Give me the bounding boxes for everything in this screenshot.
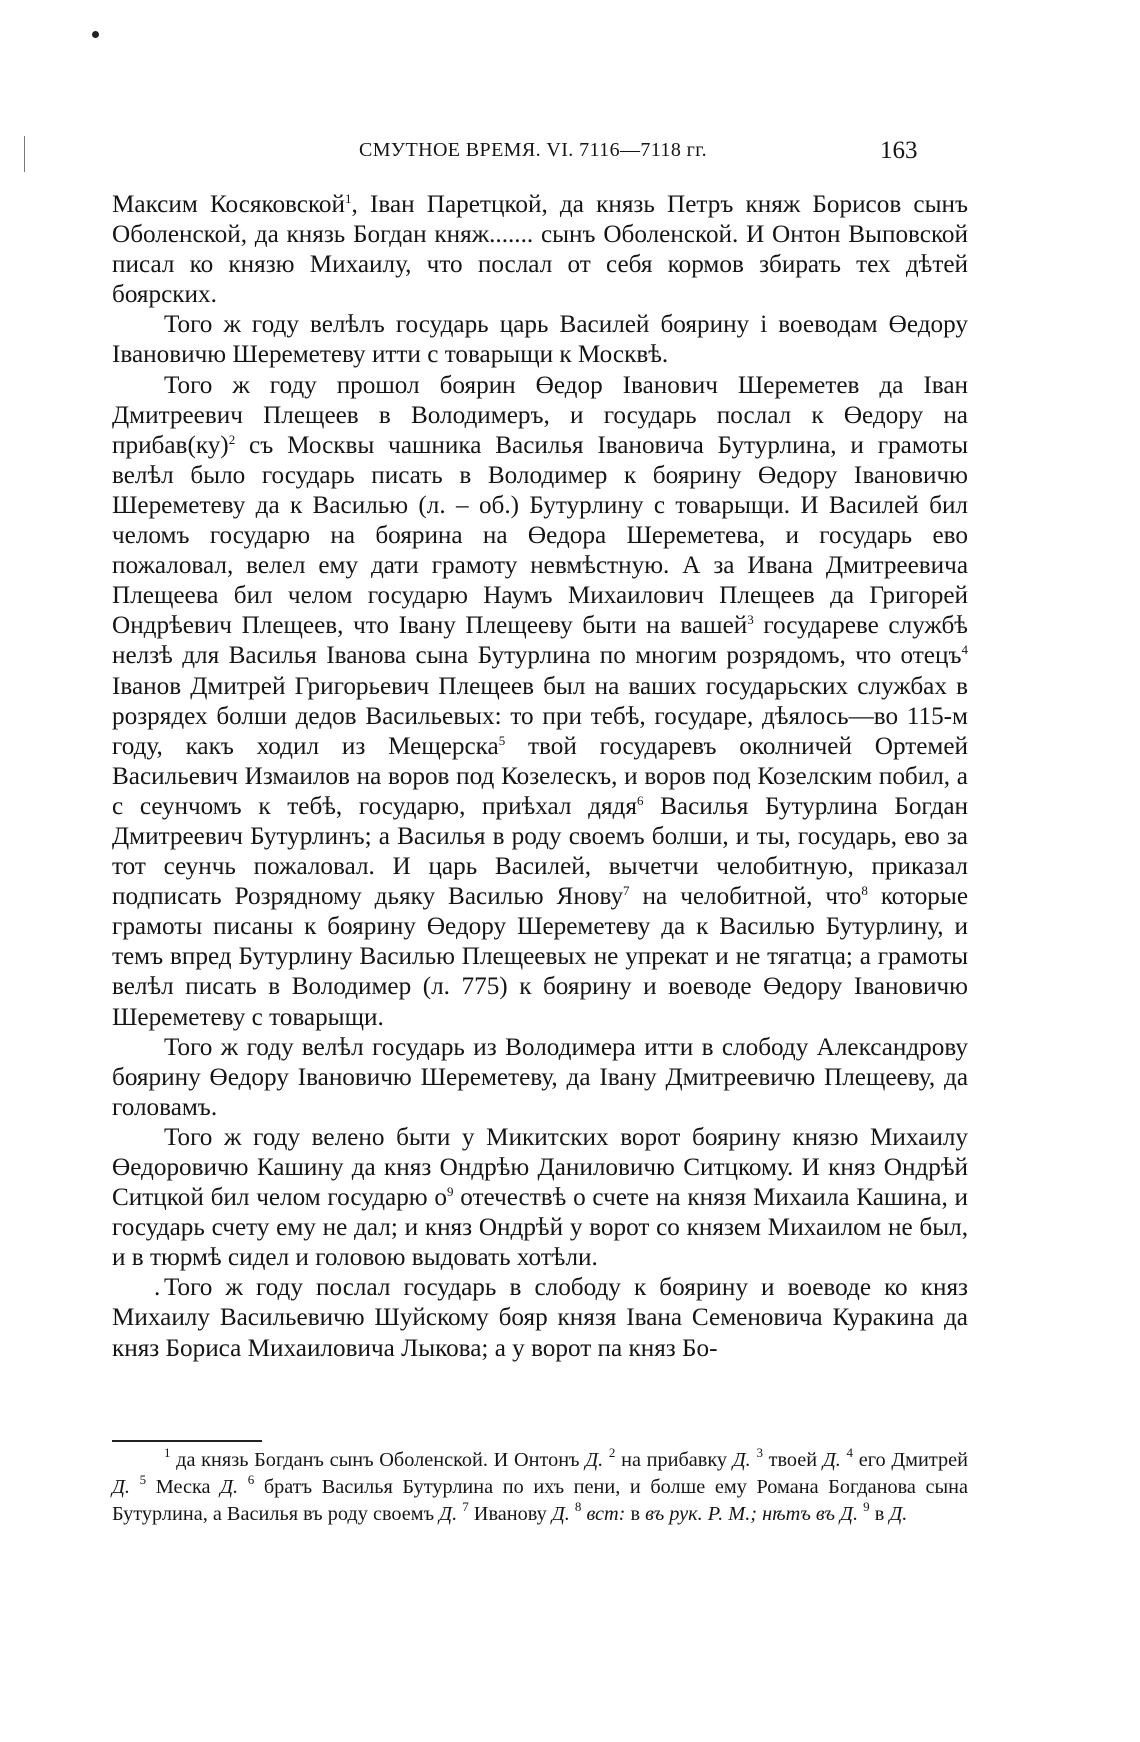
italic-run: въ рук. Р. М.; нѣтъ въ Д. <box>645 1503 859 1525</box>
footnote-marker: 8 <box>574 1499 582 1514</box>
running-title: СМУТНОЕ ВРЕМЯ. VI. 7116—7118 гг. <box>359 139 707 161</box>
italic-run: Д. <box>889 1503 908 1525</box>
text-run <box>130 1476 140 1498</box>
text-run: на прибавку <box>615 1449 733 1471</box>
text-run: Того ж году велѣл государь из Володимера итти в слободу Александрову боярину Өедору Івановичю Шереметеву, да Івану Дмитреевичю Плещееву, да головамъ. <box>112 1033 968 1121</box>
italic-run: Д. <box>220 1476 239 1498</box>
page-number: 163 <box>880 137 918 164</box>
running-header <box>110 136 970 172</box>
footnote-marker: 2 <box>228 431 236 447</box>
footnote-marker: 9 <box>446 1184 454 1200</box>
text-run: Іванов Дмитрей Григорьевич Плещеев был на ваших государьских службах в розрядех болши дедов Васильевых: то при тебѣ, государе, дѣялось—во 115-м году, какъ ходил из Мещерска <box>112 672 968 760</box>
footnote-marker: 7 <box>462 1499 469 1514</box>
footnote-marker: 4 <box>961 642 968 658</box>
text-run: Того ж году прошол боярин Өедор Іванович Шереметев да Іван Дмитреевич Плещеев в Володимеръ, и государь послал к Өедору на прибав(ку) <box>112 371 968 459</box>
paragraph <box>112 1123 968 1273</box>
paragraph-lead-dot: . <box>154 1274 161 1302</box>
text-run: Меска <box>146 1476 221 1498</box>
italic-run: Д. <box>112 1476 130 1498</box>
footnotes <box>112 1447 968 1528</box>
footnote-marker: 2 <box>608 1445 616 1460</box>
paragraph <box>112 371 968 1033</box>
text-run: твой государевъ околничей Ортемей Васильевич Измаилов на воров под Козелескъ, и воров под Козелским побил, а с сеунчомъ к тебѣ, государю, приѣхал дядя <box>112 732 968 820</box>
text-run: в <box>625 1503 646 1525</box>
footnote-marker: 3 <box>747 612 754 628</box>
text-run: которые грамоты писаны к боярину Өедору Шереметеву да к Василью Бутурлину, и темъ впред Бутурлину Василью Плещеевых не упрекат и не тягатца; а грамоты велѣл писать в Володимер (л. 775) к боярину и воеводе Өедору Івановичю Шереметеву с товарыщи. <box>112 883 968 1031</box>
text-run: съ Москвы чашника Василья Івановича Бутурлина, и грамоты велѣл было государь писать в Володимер к боярину Өедору Івановичю Шереметеву да к Василью (л. – об.) Бутурлину с товарыщи. И Василей бил челомъ государю на боярина на Өедора Шереметева, и государь ево пожаловал, велел ему дати грамоту невмѣстную. А за Ивана Дмитреевича Плещеева бил челом государю Наумъ Михаилович Плещеев да Григорей Ондрѣевич Плещеев, что Івану Плещееву быти на вашей <box>112 431 968 640</box>
text-run: его Дмитрей <box>853 1449 968 1471</box>
footnote-marker: 3 <box>756 1445 763 1460</box>
italic-run: Д. <box>551 1503 570 1525</box>
footnote-marker: 1 <box>345 191 352 206</box>
text-run: твоей <box>762 1449 823 1471</box>
text-run: на челобитной, что <box>629 883 862 911</box>
body-text <box>112 190 968 1364</box>
italic-run: Д. <box>822 1449 841 1471</box>
footnote-marker: 5 <box>139 1472 147 1487</box>
footnote-marker: 6 <box>247 1472 255 1487</box>
paragraph <box>112 310 968 370</box>
text-run: Иванову <box>468 1503 552 1525</box>
italic-run: Д. <box>585 1449 604 1471</box>
footnote-marker: 5 <box>498 732 506 748</box>
footnote-marker: 1 <box>164 1445 171 1460</box>
text-run: да князь Богданъ сынъ Оболенской. И Онтонъ <box>170 1449 586 1471</box>
text-run: братъ Василья Бутурлина по ихъ пени, и болше ему Романа Богданова сына Бутурлина, а Василья въ роду своемъ <box>112 1476 968 1525</box>
text-run: Того ж году послал государь в слободу к боярину и воеводе ко княз Михаилу Васильевичю Шуйскому бояр князя Івана Семеновича Куракина да княз Бориса Михаиловича Лыкова; а у ворот па княз Бо- <box>112 1274 968 1362</box>
text-run: отечествѣ о счете на князя Михаила Кашина, и государь счету ему не дал; и княз Ондрѣй у ворот со князем Михаилом не был, и в тюрмѣ сидел и головою выдовать хотѣли. <box>112 1184 968 1272</box>
text-run <box>238 1476 248 1498</box>
paragraph <box>112 1273 968 1363</box>
text-run: государеве службѣ нелзѣ для Василья Іванова сына Бутурлина по многим розрядомъ, что отецъ <box>112 612 968 670</box>
text-run: в <box>869 1503 890 1525</box>
footnote-marker: 9 <box>863 1499 870 1514</box>
footnote-marker: 4 <box>846 1445 854 1460</box>
text-run: Того ж году велено быти у Микитских ворот боярину князю Михаилу Өедоровичю Кашину да княз Ондрѣю Даниловичю Ситцкому. И княз Ондрѣй Ситцкой бил челом государю о <box>112 1123 968 1212</box>
text-run: Максим Косяковской <box>112 191 346 218</box>
text-run: Того ж году велѣлъ государь царь Василей боярину і воеводам Өедору Івановичю Шереметеву итти с товарыщи к Москвѣ. <box>112 311 968 369</box>
margin-edge-line <box>24 136 25 172</box>
margin-dot <box>92 31 99 38</box>
footnote-marker: 8 <box>861 883 868 899</box>
footnote-paragraph <box>112 1447 968 1528</box>
italic-run: вст: <box>586 1503 626 1525</box>
paragraph <box>112 1033 968 1123</box>
text-run: Василья Бутурлина Богдан Дмитреевич Бутурлинъ; а Василья в роду своемъ болши, и ты, государь, ево за тот сеунчь пожаловал. И царь Василей, вычетчи челобитную, приказал подписать Розрядному дьяку Василью Янову <box>112 792 968 911</box>
footnote-rule <box>112 1440 262 1442</box>
italic-run: Д. <box>732 1449 751 1471</box>
text-run: , Іван Паретцкой, да князь Петръ княж Борисов сынъ Оболенской, да князь Богдан княж....... сынъ Оболенской. И Онтон Выповской писал ко князю Михаилу, что послал от себя кормов збирать тех дѣтей боярских. <box>112 191 969 309</box>
footnote-marker: 7 <box>623 883 630 899</box>
footnote-marker: 6 <box>636 792 644 808</box>
italic-run: Д. <box>439 1503 458 1525</box>
paragraph <box>112 190 968 310</box>
